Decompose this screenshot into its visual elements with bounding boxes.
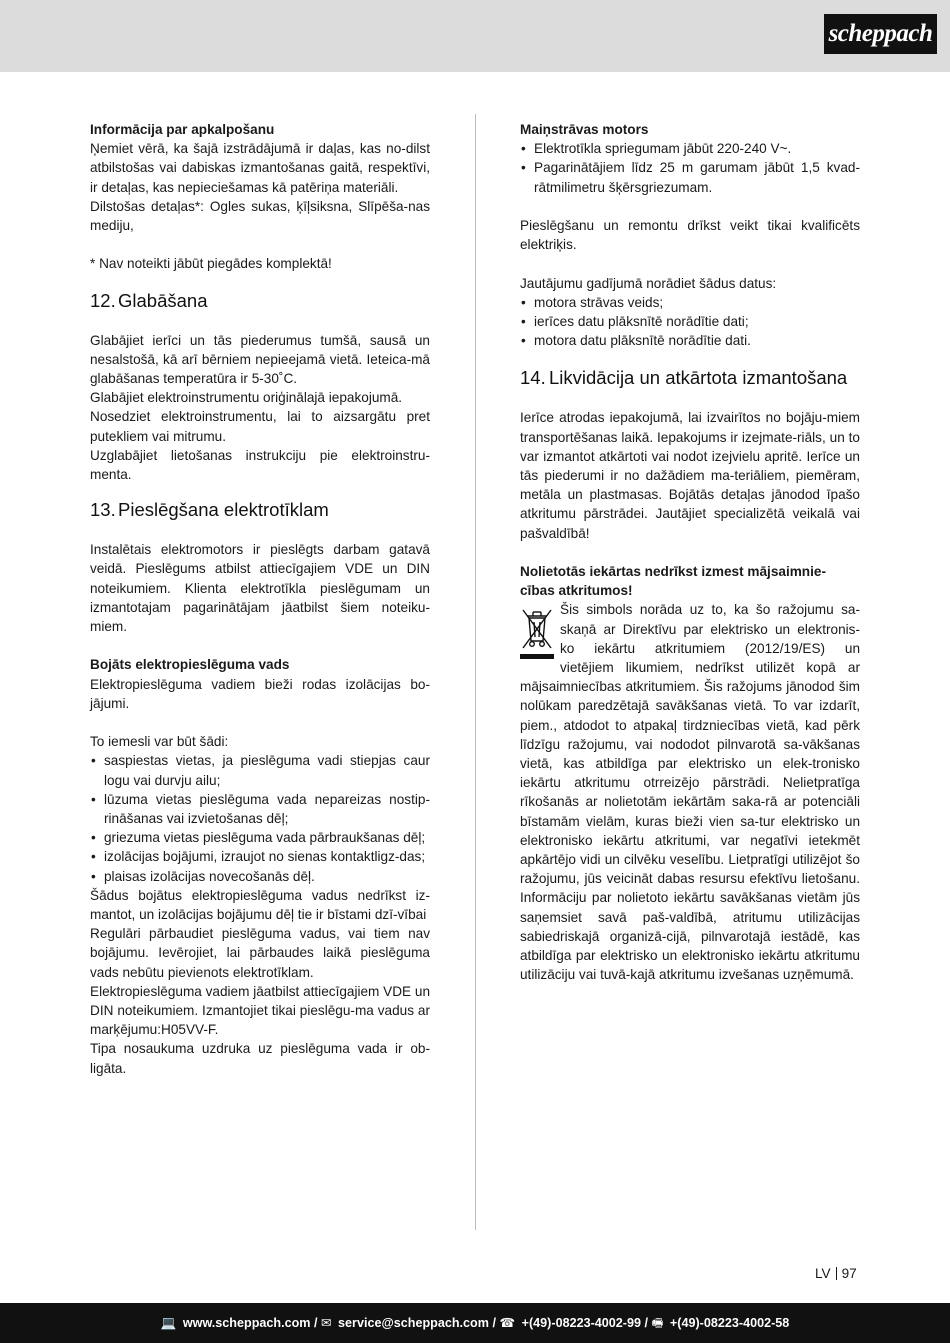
service-heading: Informācija par apkalpošanu: [90, 122, 275, 137]
section-14-heading: [520, 367, 860, 388]
cable-heading: Bojāts elektropieslēguma vads: [90, 657, 290, 673]
weee-paragraph: mājsaimniecības atkritumiem. Šis ražojums jānodod šim nolūkam paredzētajā savākšanas vietā. To var izdarīt, piem., atdodot to atpakaļ tirdzniecības vietā, kad pērk līdzīgu ražojumu, vai nododot pilnvarotā sa-vākšanas vietā, kas atbildīga par elektrisko un elek-tronisko iekārtu atkritumu otrreizējo pārstrādi. Nelietpratīga rīkošanās ar nolietotām iekārtām saka-rā ar potenciāli bīstamām vielām, kuras bieži vien sa-tur elektrisko un elektronisko iekārtu atkritumi, var negatīvi ietekmēt apkārtējo vidi un cilvēku veselību. Lietpratīgi utilizējot šo ražojumu, jūs veicināt dabas resursu efektīvu lietošanu. Informāciju par nolietoto iekārtu savākšanas vietām jūs saņemsiet savā paš-valdībā, atritumu utilizācijas sabiedriskajā organizā-cijā, pilnvarotajā iestādē, kas atbildīga par elektrisko un elektronisko iekārtu atkritumu utilizāciju vai tuvā-kajā atkritumu izvešanas uzņēmumā.: [520, 679, 860, 983]
cable-paragraph-3: Regulāri pārbaudiet pieslēguma vadus, vai tiem nav bojājumu. Ievērojiet, lai pārbaudes laikā pieslēguma vads nebūtu pievienots elektrotīklam.: [90, 926, 430, 980]
footer-separator: /: [492, 1316, 496, 1330]
computer-icon: 💻: [160, 1316, 177, 1330]
weee-line-4: vietējiem likumiem, nedrīkst utilizēt kopā ar: [560, 660, 860, 676]
footer-phone[interactable]: +(49)-08223-4002-99: [521, 1316, 642, 1330]
data-list: [520, 293, 860, 351]
brand-logo: scheppach: [824, 14, 937, 54]
cable-paragraph-4: Elektropieslēguma vadiem jāatbilst attiecīgajiem VDE un DIN noteikumiem. Izmantojiet tikai pieslēgu-ma vadus ar marķējumu:H05VV-F.: [90, 983, 431, 1038]
weee-line-3: ko iekārtu atkritumiem (2012/19/ES) un: [560, 640, 860, 656]
connection-paragraph: Instalētais elektromotors ir pieslēgts darbam gatavā veidā. Pieslēgums atbilst attiecīgajiem VDE un DIN noteikumiem. Klienta elektrotīkla pieslēgumam un izmantotajam pagarinātājam jāatbilst šiem noteiku-miem.: [90, 542, 430, 635]
reasons-list: [90, 751, 430, 885]
footer-bar: [0, 1303, 950, 1343]
storage-paragraph-2: Glabājiet elektroinstrumentu oriģinālajā iepakojumā.: [90, 390, 403, 406]
reasons-intro: To iemesli var būt šādi:: [90, 734, 229, 750]
right-column: [520, 120, 860, 984]
language-code: LV: [815, 1266, 831, 1281]
service-paragraph: Ņemiet vērā, ka šajā izstrādājumā ir daļas, kas no-dilst atbilstošas vai dabiskas izmantošanas gaitā, respektīvi, ir detaļas, kas nepieciešamas kā patēriņa materiāli.: [90, 141, 430, 195]
list-item: • plaisas izolācijas novecošanās dēļ.: [90, 867, 430, 886]
page-number: [815, 1266, 857, 1282]
column-divider: [475, 114, 476, 1230]
ac-motor-list: [520, 139, 860, 197]
section-13-heading: [90, 499, 430, 520]
storage-paragraph-1: Glabājiet ierīci un tās piederumus tumšā, sausā un nesalstošā, kā arī bērniem nepieejamā vietā. Ieteica-mā glabāšanas temperatūra ir 5-30˚C.: [90, 332, 430, 387]
data-intro: Jautājumu gadījumā norādiet šādus datus:: [520, 275, 777, 291]
section-title: Likvidācija un atkārtota izmantošana: [549, 367, 848, 389]
section-number: 12.: [90, 289, 116, 311]
storage-paragraph-4: Uzglabājiet lietošanas instrukciju pie elektroinstru-menta.: [90, 447, 430, 483]
list-item: • saspiestas vietas, ja pieslēguma vadi stiepjas caur logu vai durvju ailu;: [90, 751, 430, 789]
list-item: • ierīces datu plāksnītē norādītie dati;: [520, 312, 860, 331]
list-item: • Elektrotīkla spriegumam jābūt 220-240 V~.: [520, 139, 860, 158]
weee-block: [520, 600, 860, 984]
header-band: [0, 0, 950, 72]
left-column: [90, 120, 430, 1078]
weee-line-1: Šis simbols norāda uz to, ka šo ražojumu sa-: [560, 602, 860, 618]
mail-icon: ✉: [320, 1316, 332, 1330]
crossed-bin-icon: [520, 604, 554, 660]
electrician-paragraph: Pieslēgšanu un remontu drīkst veikt tikai kvalificēts elektriķis.: [520, 218, 860, 253]
delivery-note: * Nav noteikti jābūt piegādes komplektā!: [90, 256, 332, 272]
list-item: • izolācijas bojājumi, izraujot no sienas kontaktligz-das;: [90, 847, 430, 866]
ac-motor-heading: Maiņstrāvas motors: [520, 122, 649, 137]
list-item: • motora strāvas veids;: [520, 293, 860, 312]
wear-parts-paragraph: Dilstošas detaļas*: Ogles sukas, ķīļsiksna, Slīpēša-nas mediju,: [90, 198, 430, 234]
section-title: Glabāšana: [118, 289, 208, 311]
footer-fax: +(49)-08223-4002-58: [669, 1316, 790, 1330]
weee-heading: Nolietotās iekārtas nedrīkst izmest mājsaimnie-cības atkritumos!: [520, 564, 826, 599]
section-number: 14.: [520, 367, 546, 389]
list-item: • Pagarinātājiem līdz 25 m garumam jābūt 1,5 kvad-rātmilimetru šķērsgriezumam.: [520, 158, 860, 196]
weee-line-2: skaņā ar Direktīvu par elektrisko un elektronis-: [560, 621, 860, 637]
storage-paragraph-3: Nosedziet elektroinstrumentu, lai to aizsargātu pret putekliem vai mitrumu.: [90, 409, 430, 444]
footer-separator: /: [313, 1316, 318, 1330]
list-item: • motora datu plāksnītē norādītie dati.: [520, 331, 860, 350]
page-number-value: 97: [841, 1266, 857, 1281]
section-12-heading: [90, 290, 430, 311]
list-item: • griezuma vietas pieslēguma vada pārbraukšanas dēļ;: [90, 828, 430, 847]
footer-email[interactable]: service@scheppach.com: [338, 1316, 489, 1330]
list-item: • lūzuma vietas pieslēguma vada nepareizas nostip-rināšanas vai izvietošanas dēļ;: [90, 790, 430, 828]
section-title: Pieslēgšana elektrotīklam: [118, 499, 329, 521]
footer-website[interactable]: www.scheppach.com: [182, 1316, 311, 1330]
disposal-paragraph: Ierīce atrodas iepakojumā, lai izvairītos no bojāju-miem transportēšanas laikā. Iepakojums ir izejmate-riāls, un to var izmantot atkārtoti vai nodot izejvielu apritē. Ierīce un tās piederumi ir no dažādiem ma-teriāliem, piemēram, metāla un plastmasas. Bojātās detaļas jānodod īpašo atkritumu pārstrādei. Jautājiet specializētā veikalā vai pašvaldībā!: [520, 410, 860, 541]
cable-paragraph-5: Tipa nosaukuma uzdruka uz pieslēguma vada ir ob-ligāta.: [90, 1041, 430, 1076]
cable-paragraph-1: Elektropieslēguma vadiem bieži rodas izolācijas bo-jājumi.: [90, 676, 430, 711]
cable-paragraph-2: Šādus bojātus elektropieslēguma vadus nedrīkst iz-mantot, un izolācijas bojājumu dēļ tie ir bīstami dzī-vībai: [90, 887, 430, 923]
telephone-icon: ☎: [499, 1316, 516, 1330]
footer-separator: /: [644, 1316, 649, 1330]
section-number: 13.: [90, 499, 116, 521]
fax-icon: 🖷: [651, 1316, 664, 1330]
